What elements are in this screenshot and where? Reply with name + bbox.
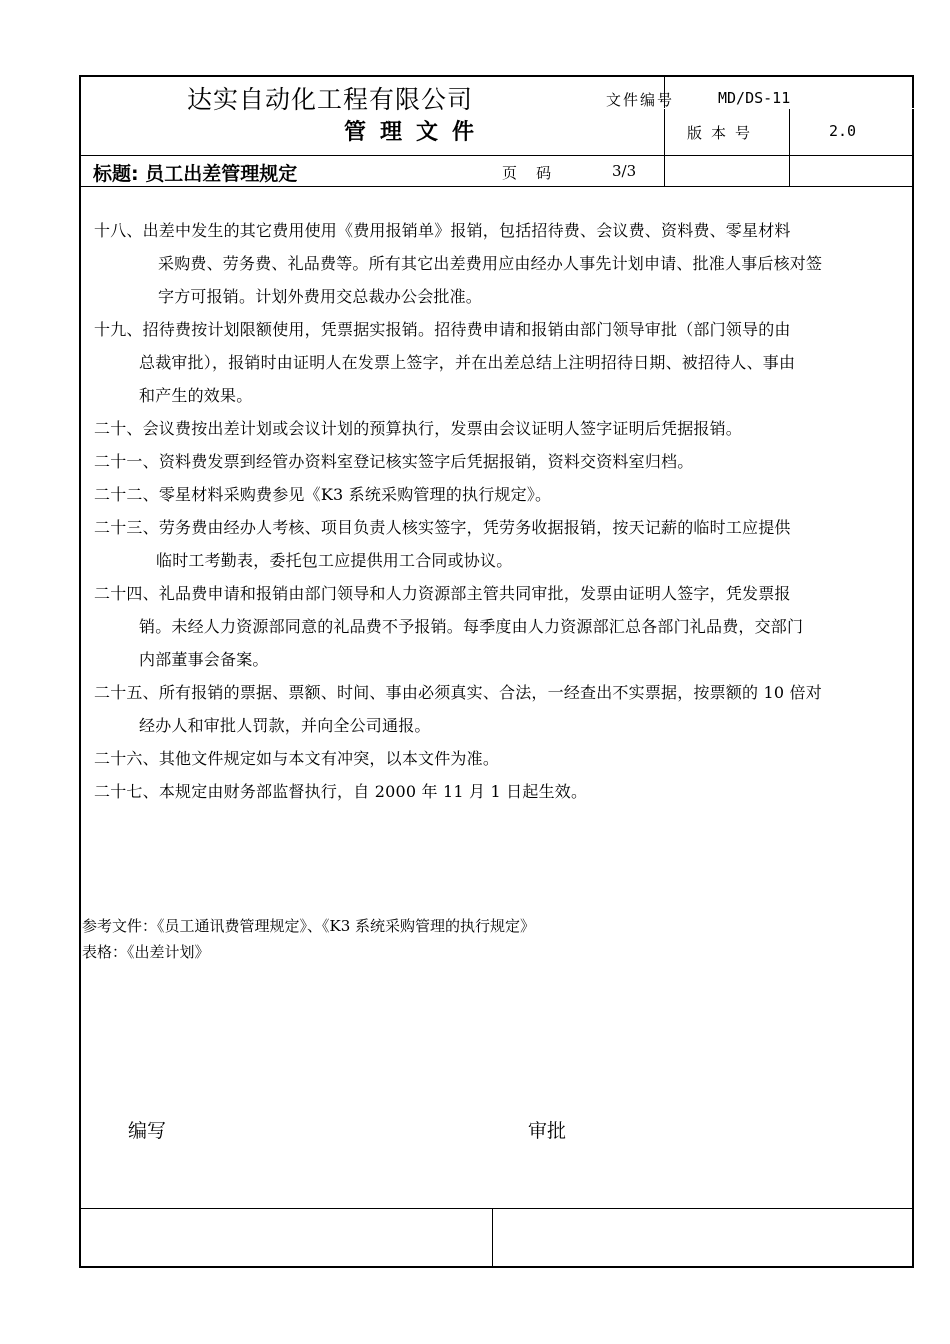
page-title: 标题: 员工出差管理规定 — [93, 163, 298, 185]
clause-number: 十八、 — [94, 221, 143, 240]
clause-20 — [94, 412, 914, 445]
page-value: 3/3 — [612, 162, 637, 180]
clause-line: 所有报销的票据、票额、时间、事由必须真实、合法，一经查出不实票据，按票额的 10 倍对 — [158, 683, 822, 702]
author-label: 编写 — [128, 1120, 167, 1142]
approver-label: 审批 — [528, 1120, 567, 1142]
clause-line: 本规定由财务部监督执行，自 2000 年 11 月 1 日起生效。 — [158, 782, 588, 801]
clause-line: 礼品费申请和报销由部门领导和人力资源部主管共同审批，发票由证明人签字，凭发票报 — [158, 584, 791, 603]
clause-number: 二十三、 — [94, 518, 159, 537]
clause-line: 总裁审批），报销时由证明人在发票上签字，并在出差总结上注明招待日期、被招待人、事由 — [139, 353, 796, 372]
clause-number: 二十四、 — [94, 584, 159, 603]
version-label: 版本号 — [687, 124, 760, 142]
clause-27 — [94, 775, 914, 808]
clause-number: 二十一、 — [94, 452, 159, 471]
clause-line: 零星材料采购费参见《K3 系统采购管理的执行规定》。 — [158, 485, 552, 504]
reference-forms: 表格：《出差计划》 — [82, 943, 210, 961]
clause-line: 资料费发票到经管办资料室登记核实签字后凭据报销，资料交资料室归档。 — [158, 452, 694, 471]
clause-line: 销。未经人力资源部同意的礼品费不予报销。每季度由人力资源部汇总各部门礼品费，交部门 — [139, 617, 804, 636]
clause-line: 劳务费由经办人考核、项目负责人核实签字，凭劳务收据报销，按天记薪的临时工应提供 — [158, 518, 791, 537]
doc-no-value: MD/DS-11 — [718, 89, 791, 107]
header-row-divider — [664, 108, 914, 109]
clause-number: 二十、 — [94, 419, 143, 438]
header-col-divider-2 — [789, 108, 790, 187]
clause-line: 其他文件规定如与本文有冲突，以本文件为准。 — [158, 749, 500, 768]
clause-19 — [94, 313, 914, 412]
clause-26 — [94, 742, 914, 775]
page-label: 页 码 — [502, 164, 552, 182]
clause-number: 二十六、 — [94, 749, 159, 768]
clause-24 — [94, 577, 914, 676]
clause-line: 内部董事会备案。 — [139, 650, 269, 669]
clause-number: 二十五、 — [94, 683, 159, 702]
clause-25 — [94, 676, 914, 742]
footer-col-divider — [492, 1208, 493, 1268]
clause-line: 招待费按计划限额使用，凭票据实报销。招待费申请和报销由部门领导审批（部门领导的由 — [142, 320, 791, 339]
clause-line: 经办人和审批人罚款，并向全公司通报。 — [139, 716, 431, 735]
clause-line: 字方可报销。计划外费用交总裁办公会批准。 — [158, 287, 483, 306]
company-name: 达实自动化工程有限公司 — [187, 85, 474, 114]
doc-no-label: 文件编号 — [606, 91, 675, 109]
clause-line: 临时工考勤表，委托包工应提供用工合同或协议。 — [156, 551, 513, 570]
clause-18 — [94, 214, 914, 313]
clause-list — [94, 214, 914, 808]
clause-line: 和产生的效果。 — [139, 386, 253, 405]
clause-line: 会议费按出差计划或会议计划的预算执行，发票由会议证明人签字证明后凭据报销。 — [142, 419, 743, 438]
clause-number: 二十二、 — [94, 485, 159, 504]
clause-22 — [94, 478, 914, 511]
clause-line: 采购费、劳务费、礼品费等。所有其它出差费用应由经办人事先计划申请、批准人事后核对签 — [158, 254, 823, 273]
clause-number: 十九、 — [94, 320, 143, 339]
reference-documents: 参考文件：《员工通讯费管理规定》、《K3 系统采购管理的执行规定》 — [82, 917, 536, 935]
clause-number: 二十七、 — [94, 782, 159, 801]
document-type: 管理文件 — [344, 120, 489, 145]
version-value: 2.0 — [829, 122, 857, 140]
footer-divider — [79, 1208, 914, 1209]
clause-23 — [94, 511, 914, 577]
clause-21 — [94, 445, 914, 478]
clause-line: 出差中发生的其它费用使用《费用报销单》报销，包括招待费、会议费、资料费、零星材料 — [142, 221, 791, 240]
